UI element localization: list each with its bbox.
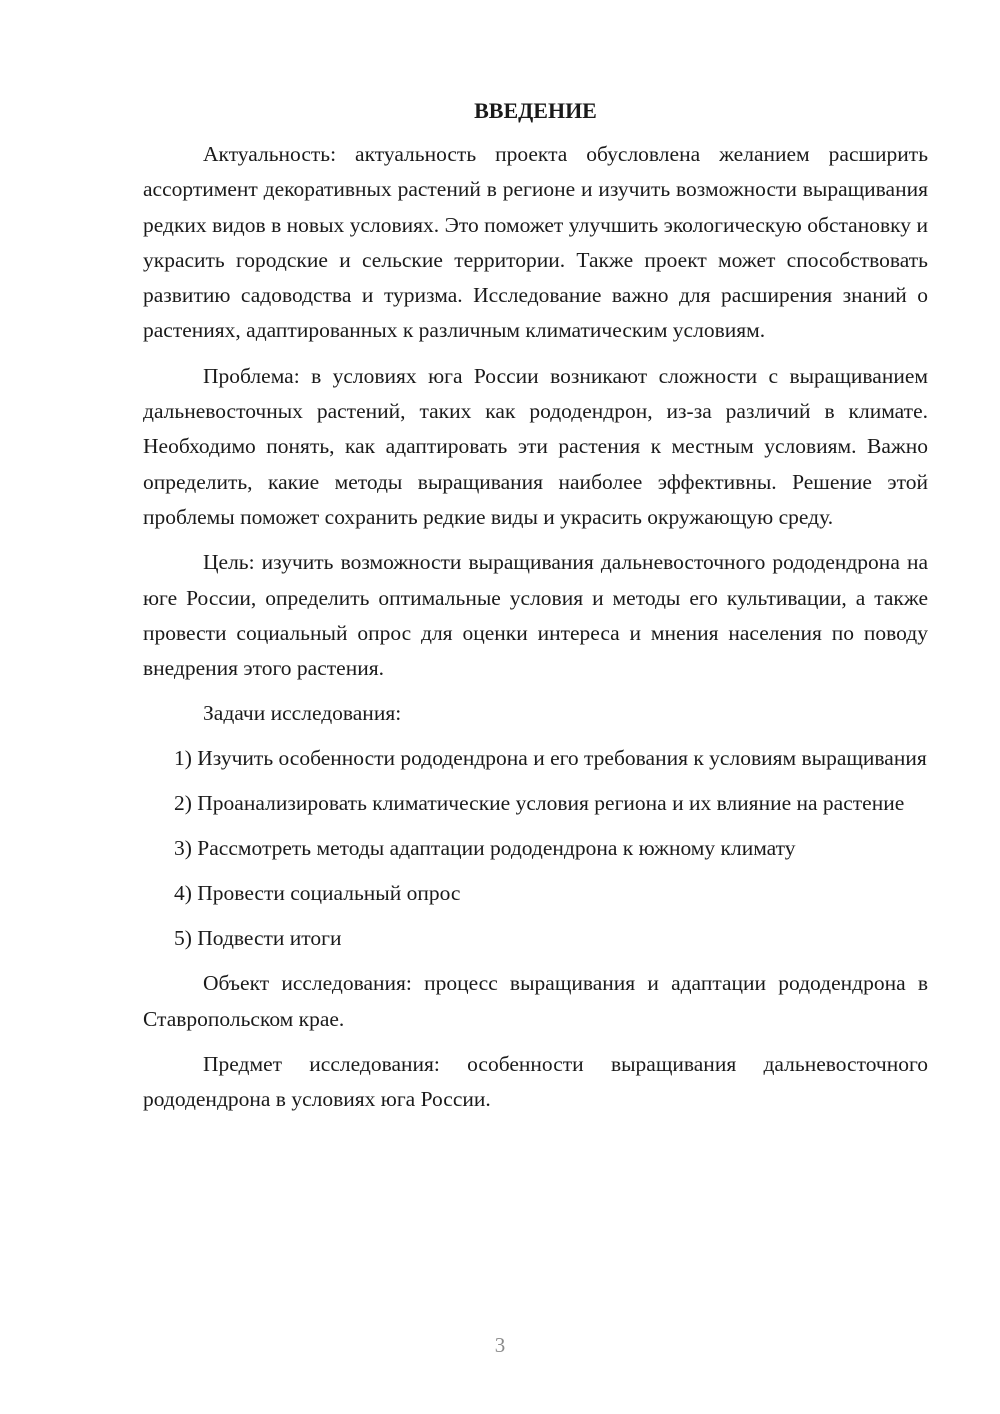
- tasks-list: [143, 741, 928, 956]
- task-item: 2) Проанализировать климатические условия региона и их влияние на растение: [174, 791, 905, 816]
- task-item: 1) Изучить особенности рододендрона и его требования к условиям выращивания: [174, 746, 927, 771]
- paragraph-problem: Проблема: в условиях юга России возникают сложности с выращиванием дальневосточных растений, таких как рододендрон, из-за различий в климате. Необходимо понять, как адаптировать эти растения к местным условиям. Важно определить, какие методы выращивания наиболее эффективны. Решение этой проблемы поможет сохранить редкие виды и украсить окружающую среду.: [143, 363, 928, 529]
- paragraph-goal: Цель: изучить возможности выращивания дальневосточного рододендрона на юге России, определить оптимальные условия и методы его культивации, а также провести социальный опрос для оценки интереса и мнения населения по поводу внедрения этого растения.: [143, 550, 928, 681]
- paragraph-relevance: Актуальность: актуальность проекта обусловлена желанием расширить ассортимент декоративных растений в регионе и изучить возможности выращивания редких видов в новых условиях. Это поможет улучшить экологическую обстановку и украсить городские и сельские территории. Также проект может способствовать развитию садоводства и туризма. Исследование важно для расширения знаний о растениях, адаптированных к различным климатическим условиям.: [143, 142, 928, 343]
- paragraph-research-subject: Предмет исследования: особенности выращивания дальневосточного рододендрона в условиях юга России.: [143, 1052, 928, 1112]
- page-number: 3: [494, 1333, 506, 1357]
- task-item: 4) Провести социальный опрос: [174, 881, 461, 906]
- task-item: 3) Рассмотреть методы адаптации рододендрона к южному климату: [174, 836, 796, 861]
- paragraph-research-object: Объект исследования: процесс выращивания и адаптации рододендрона в Ставропольском крае.: [143, 971, 928, 1031]
- section-title: ВВЕДЕНИЕ: [474, 98, 597, 123]
- task-item: 5) Подвести итоги: [174, 926, 342, 951]
- tasks-heading: Задачи исследования:: [203, 701, 402, 726]
